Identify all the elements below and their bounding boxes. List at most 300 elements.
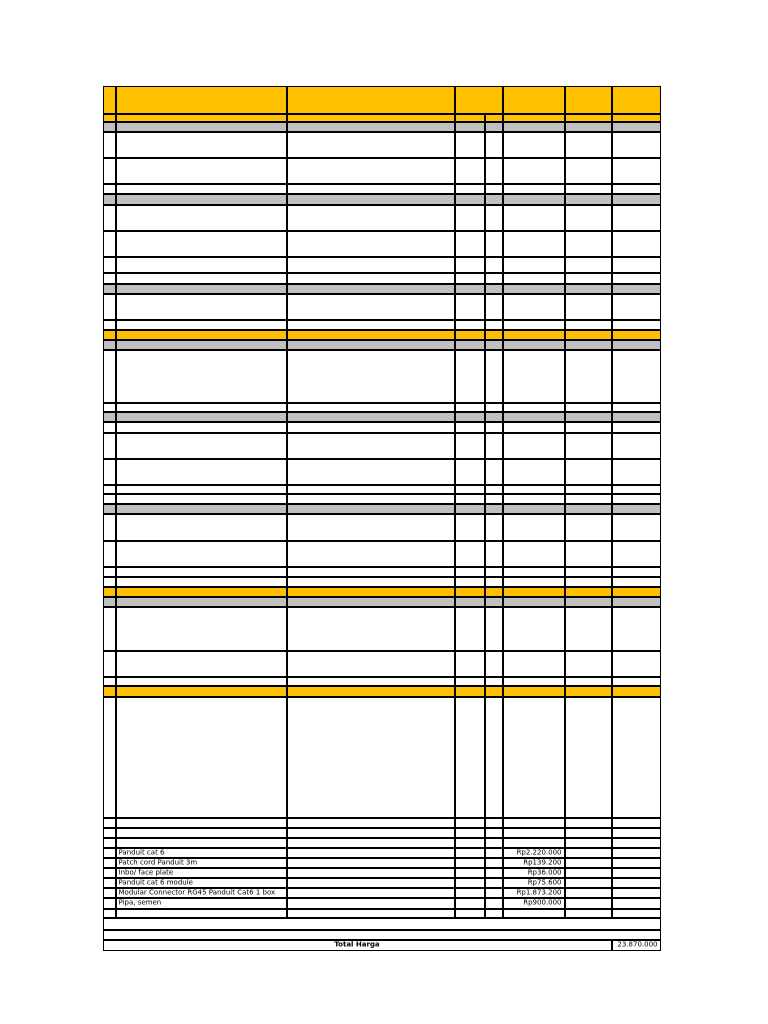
table-cell — [612, 320, 661, 330]
table-cell — [565, 231, 612, 257]
table-cell — [103, 403, 116, 412]
table-cell — [503, 257, 565, 273]
table-cell — [103, 818, 116, 828]
material-row-cell — [565, 848, 612, 858]
subsection-row-cell — [503, 122, 565, 132]
subsection-row-cell — [503, 340, 565, 350]
header-cell — [287, 86, 455, 114]
section-row-cell — [485, 330, 503, 340]
table-cell — [503, 838, 565, 848]
spreadsheet-table — [103, 86, 661, 951]
table-cell — [287, 231, 455, 257]
table-cell — [612, 909, 661, 918]
table-cell — [455, 494, 485, 504]
subsection-row-cell — [287, 340, 455, 350]
table-cell — [503, 231, 565, 257]
material-row-cell — [103, 888, 116, 898]
table-cell — [485, 257, 503, 273]
material-row-cell — [503, 848, 565, 858]
subsection-row-cell — [287, 504, 455, 514]
table-cell — [612, 184, 661, 194]
table-cell — [116, 132, 287, 158]
spacer-row — [103, 918, 661, 930]
header-cell — [612, 86, 661, 114]
table-cell — [485, 541, 503, 567]
table-cell — [612, 350, 661, 403]
table-cell — [116, 818, 287, 828]
subsection-row-cell — [612, 504, 661, 514]
material-price: Rp139.200 — [523, 858, 562, 866]
table-cell — [485, 320, 503, 330]
material-price: Rp2.220.000 — [516, 848, 562, 856]
table-cell — [612, 257, 661, 273]
table-cell — [485, 273, 503, 284]
table-cell — [565, 677, 612, 686]
table-cell — [455, 514, 485, 541]
material-row-cell — [485, 868, 503, 878]
total-label-cell — [103, 940, 612, 951]
header-cell — [503, 86, 565, 114]
table-cell — [103, 697, 116, 818]
table-cell — [287, 158, 455, 184]
material-row-cell — [103, 868, 116, 878]
material-row-cell — [287, 898, 455, 909]
subsection-row-cell — [565, 504, 612, 514]
table-cell — [485, 818, 503, 828]
table-cell — [612, 294, 661, 320]
material-row-cell — [503, 898, 565, 909]
material-row-cell — [116, 888, 287, 898]
subsection-row-cell — [485, 284, 503, 294]
table-cell — [116, 158, 287, 184]
material-row-cell — [612, 858, 661, 868]
table-cell — [503, 273, 565, 284]
subsection-row-cell — [612, 194, 661, 205]
table-cell — [485, 205, 503, 231]
section-row-cell — [565, 686, 612, 697]
header-cell — [103, 86, 116, 114]
table-cell — [287, 494, 455, 504]
table-cell — [503, 651, 565, 677]
table-cell — [103, 350, 116, 403]
subsection-row-cell — [485, 504, 503, 514]
subsection-row-cell — [503, 504, 565, 514]
table-cell — [455, 132, 485, 158]
table-cell — [612, 231, 661, 257]
material-row-cell — [287, 858, 455, 868]
table-cell — [503, 677, 565, 686]
table-cell — [287, 350, 455, 403]
table-cell — [103, 567, 116, 577]
table-cell — [455, 541, 485, 567]
table-cell — [503, 541, 565, 567]
material-row-cell — [485, 888, 503, 898]
table-cell — [116, 838, 287, 848]
table-cell — [103, 132, 116, 158]
table-cell — [287, 257, 455, 273]
material-row-cell — [565, 868, 612, 878]
section-row-cell — [116, 686, 287, 697]
material-row-cell — [612, 898, 661, 909]
table-cell — [612, 205, 661, 231]
table-cell — [485, 459, 503, 485]
table-cell — [612, 697, 661, 818]
table-cell — [565, 577, 612, 587]
table-cell — [103, 541, 116, 567]
table-cell — [612, 459, 661, 485]
material-row-cell — [455, 888, 485, 898]
table-cell — [485, 433, 503, 459]
table-cell — [287, 567, 455, 577]
table-cell — [565, 132, 612, 158]
section-row-cell — [116, 330, 287, 340]
header-cell — [455, 86, 503, 114]
material-row-cell — [116, 898, 287, 909]
table-cell — [565, 485, 612, 494]
material-row-cell — [116, 878, 287, 888]
section-row-cell — [455, 330, 485, 340]
table-cell — [485, 350, 503, 403]
subsection-row-cell — [287, 597, 455, 607]
subsection-row-cell — [565, 597, 612, 607]
material-row-cell — [612, 868, 661, 878]
table-cell — [485, 677, 503, 686]
table-cell — [503, 350, 565, 403]
table-cell — [287, 838, 455, 848]
table-cell — [565, 403, 612, 412]
table-cell — [455, 485, 485, 494]
material-row-cell — [503, 858, 565, 868]
table-cell — [455, 651, 485, 677]
table-cell — [103, 607, 116, 651]
table-cell — [287, 677, 455, 686]
section-row-cell — [287, 587, 455, 597]
material-row-cell — [103, 858, 116, 868]
section-row-cell — [503, 587, 565, 597]
table-cell — [565, 607, 612, 651]
material-row-cell — [612, 848, 661, 858]
table-cell — [612, 677, 661, 686]
table-cell — [485, 607, 503, 651]
table-cell — [612, 828, 661, 838]
spacer-row — [103, 930, 661, 940]
section-row-cell — [103, 114, 116, 122]
table-cell — [287, 459, 455, 485]
table-cell — [503, 422, 565, 433]
table-cell — [455, 158, 485, 184]
table-cell — [116, 350, 287, 403]
table-cell — [116, 514, 287, 541]
table-cell — [612, 838, 661, 848]
table-cell — [612, 485, 661, 494]
table-cell — [116, 697, 287, 818]
table-cell — [503, 158, 565, 184]
table-cell — [485, 651, 503, 677]
table-cell — [455, 403, 485, 412]
subsection-row-cell — [455, 340, 485, 350]
table-cell — [503, 485, 565, 494]
table-cell — [103, 273, 116, 284]
table-cell — [287, 433, 455, 459]
table-cell — [455, 828, 485, 838]
subsection-row-cell — [612, 122, 661, 132]
section-row-cell — [612, 114, 661, 122]
material-name: Pipa, semen — [118, 898, 162, 907]
material-row-cell — [103, 848, 116, 858]
table-cell — [503, 514, 565, 541]
table-cell — [565, 205, 612, 231]
table-cell — [103, 294, 116, 320]
table-cell — [287, 485, 455, 494]
table-cell — [116, 433, 287, 459]
table-cell — [287, 184, 455, 194]
material-row-cell — [287, 888, 455, 898]
section-row-cell — [503, 330, 565, 340]
table-cell — [565, 818, 612, 828]
table-cell — [455, 205, 485, 231]
section-row-cell — [116, 587, 287, 597]
table-cell — [503, 132, 565, 158]
table-cell — [565, 567, 612, 577]
table-cell — [612, 273, 661, 284]
subsection-row-cell — [612, 597, 661, 607]
table-cell — [455, 677, 485, 686]
subsection-row-cell — [485, 122, 503, 132]
section-row-cell — [565, 330, 612, 340]
total-label: Total Harga — [334, 940, 380, 949]
table-cell — [503, 403, 565, 412]
table-cell — [485, 494, 503, 504]
section-row-cell — [612, 330, 661, 340]
section-row-cell — [485, 587, 503, 597]
section-row-cell — [455, 686, 485, 697]
header-cell — [116, 86, 287, 114]
table-cell — [455, 184, 485, 194]
table-cell — [565, 494, 612, 504]
table-cell — [455, 607, 485, 651]
material-price: Rp900.000 — [523, 898, 562, 907]
section-row-cell — [103, 686, 116, 697]
table-cell — [565, 459, 612, 485]
material-name: Patch cord Panduit 3m — [118, 858, 198, 866]
material-row-cell — [503, 878, 565, 888]
subsection-row-cell — [103, 122, 116, 132]
table-cell — [612, 403, 661, 412]
table-cell — [612, 541, 661, 567]
subsection-row-cell — [103, 284, 116, 294]
table-cell — [455, 577, 485, 587]
subsection-row-cell — [116, 194, 287, 205]
table-cell — [116, 459, 287, 485]
table-cell — [116, 273, 287, 284]
table-cell — [116, 294, 287, 320]
table-cell — [612, 433, 661, 459]
subsection-row-cell — [612, 412, 661, 422]
table-cell — [485, 403, 503, 412]
table-cell — [565, 273, 612, 284]
subsection-row-cell — [612, 340, 661, 350]
table-cell — [116, 909, 287, 918]
table-cell — [455, 838, 485, 848]
material-row-cell — [485, 898, 503, 909]
table-cell — [565, 651, 612, 677]
material-name: Panduit cat 6 — [118, 848, 165, 856]
table-cell — [565, 838, 612, 848]
table-cell — [103, 320, 116, 330]
subsection-row-cell — [612, 284, 661, 294]
subsection-row-cell — [503, 597, 565, 607]
table-cell — [485, 828, 503, 838]
table-cell — [485, 158, 503, 184]
table-cell — [565, 184, 612, 194]
table-cell — [565, 320, 612, 330]
table-cell — [612, 132, 661, 158]
table-cell — [455, 320, 485, 330]
section-row-cell — [287, 114, 455, 122]
table-cell — [103, 828, 116, 838]
table-cell — [565, 909, 612, 918]
section-row-cell — [455, 587, 485, 597]
table-cell — [287, 273, 455, 284]
subsection-row-cell — [287, 122, 455, 132]
table-cell — [565, 257, 612, 273]
table-cell — [116, 320, 287, 330]
material-row-cell — [103, 878, 116, 888]
material-row-cell — [455, 898, 485, 909]
subsection-row-cell — [287, 194, 455, 205]
subsection-row-cell — [455, 284, 485, 294]
table-cell — [565, 158, 612, 184]
subsection-row-cell — [503, 412, 565, 422]
material-name: Panduit cat 6 module — [118, 878, 193, 886]
section-row-cell — [116, 114, 287, 122]
table-cell — [485, 485, 503, 494]
table-cell — [287, 909, 455, 918]
subsection-row-cell — [103, 597, 116, 607]
material-row-cell — [612, 888, 661, 898]
material-name: Modular Connector RG45 Panduit Cat6 1 box — [118, 888, 276, 896]
table-cell — [485, 838, 503, 848]
subsection-row-cell — [503, 194, 565, 205]
table-cell — [116, 257, 287, 273]
table-cell — [287, 205, 455, 231]
material-row-cell — [485, 848, 503, 858]
table-cell — [503, 433, 565, 459]
table-cell — [455, 459, 485, 485]
material-row-cell — [455, 868, 485, 878]
section-row-cell — [287, 686, 455, 697]
subsection-row-cell — [116, 412, 287, 422]
material-price: Rp36.000 — [527, 868, 562, 876]
table-cell — [103, 459, 116, 485]
table-cell — [103, 494, 116, 504]
table-cell — [455, 697, 485, 818]
subsection-row-cell — [485, 340, 503, 350]
table-cell — [287, 422, 455, 433]
material-row-cell — [565, 858, 612, 868]
table-cell — [612, 422, 661, 433]
table-cell — [485, 132, 503, 158]
table-cell — [455, 350, 485, 403]
material-row-cell — [116, 858, 287, 868]
table-cell — [103, 838, 116, 848]
material-row-cell — [565, 888, 612, 898]
table-cell — [565, 294, 612, 320]
material-row-cell — [455, 858, 485, 868]
table-cell — [103, 909, 116, 918]
table-cell — [103, 433, 116, 459]
subsection-row-cell — [116, 340, 287, 350]
material-row-cell — [103, 898, 116, 909]
subsection-row-cell — [116, 504, 287, 514]
table-cell — [612, 818, 661, 828]
table-cell — [116, 828, 287, 838]
table-cell — [612, 577, 661, 587]
subsection-row-cell — [103, 340, 116, 350]
table-cell — [565, 514, 612, 541]
table-cell — [565, 433, 612, 459]
section-row-cell — [287, 330, 455, 340]
section-row-cell — [503, 114, 565, 122]
table-cell — [103, 651, 116, 677]
table-cell — [612, 514, 661, 541]
table-cell — [612, 567, 661, 577]
table-cell — [103, 422, 116, 433]
subsection-row-cell — [455, 194, 485, 205]
subsection-row-cell — [485, 412, 503, 422]
table-cell — [503, 494, 565, 504]
subsection-row-cell — [565, 122, 612, 132]
table-cell — [103, 205, 116, 231]
table-cell — [103, 257, 116, 273]
table-cell — [116, 541, 287, 567]
table-cell — [116, 231, 287, 257]
table-cell — [103, 514, 116, 541]
table-cell — [503, 909, 565, 918]
table-cell — [503, 607, 565, 651]
table-cell — [565, 350, 612, 403]
table-cell — [565, 828, 612, 838]
table-cell — [116, 485, 287, 494]
table-cell — [612, 494, 661, 504]
section-row-cell — [455, 114, 485, 122]
table-cell — [103, 158, 116, 184]
table-cell — [287, 320, 455, 330]
table-cell — [116, 577, 287, 587]
material-row-cell — [116, 868, 287, 878]
section-row-cell — [612, 686, 661, 697]
table-cell — [287, 132, 455, 158]
table-cell — [455, 433, 485, 459]
table-cell — [103, 485, 116, 494]
subsection-row-cell — [287, 412, 455, 422]
table-cell — [116, 567, 287, 577]
subsection-row-cell — [103, 504, 116, 514]
table-cell — [287, 818, 455, 828]
table-cell — [116, 494, 287, 504]
table-cell — [485, 909, 503, 918]
table-cell — [565, 422, 612, 433]
table-cell — [612, 607, 661, 651]
table-cell — [116, 403, 287, 412]
material-row-cell — [565, 898, 612, 909]
table-cell — [116, 677, 287, 686]
table-cell — [612, 158, 661, 184]
table-cell — [455, 909, 485, 918]
material-row-cell — [287, 868, 455, 878]
table-cell — [287, 514, 455, 541]
table-cell — [485, 231, 503, 257]
